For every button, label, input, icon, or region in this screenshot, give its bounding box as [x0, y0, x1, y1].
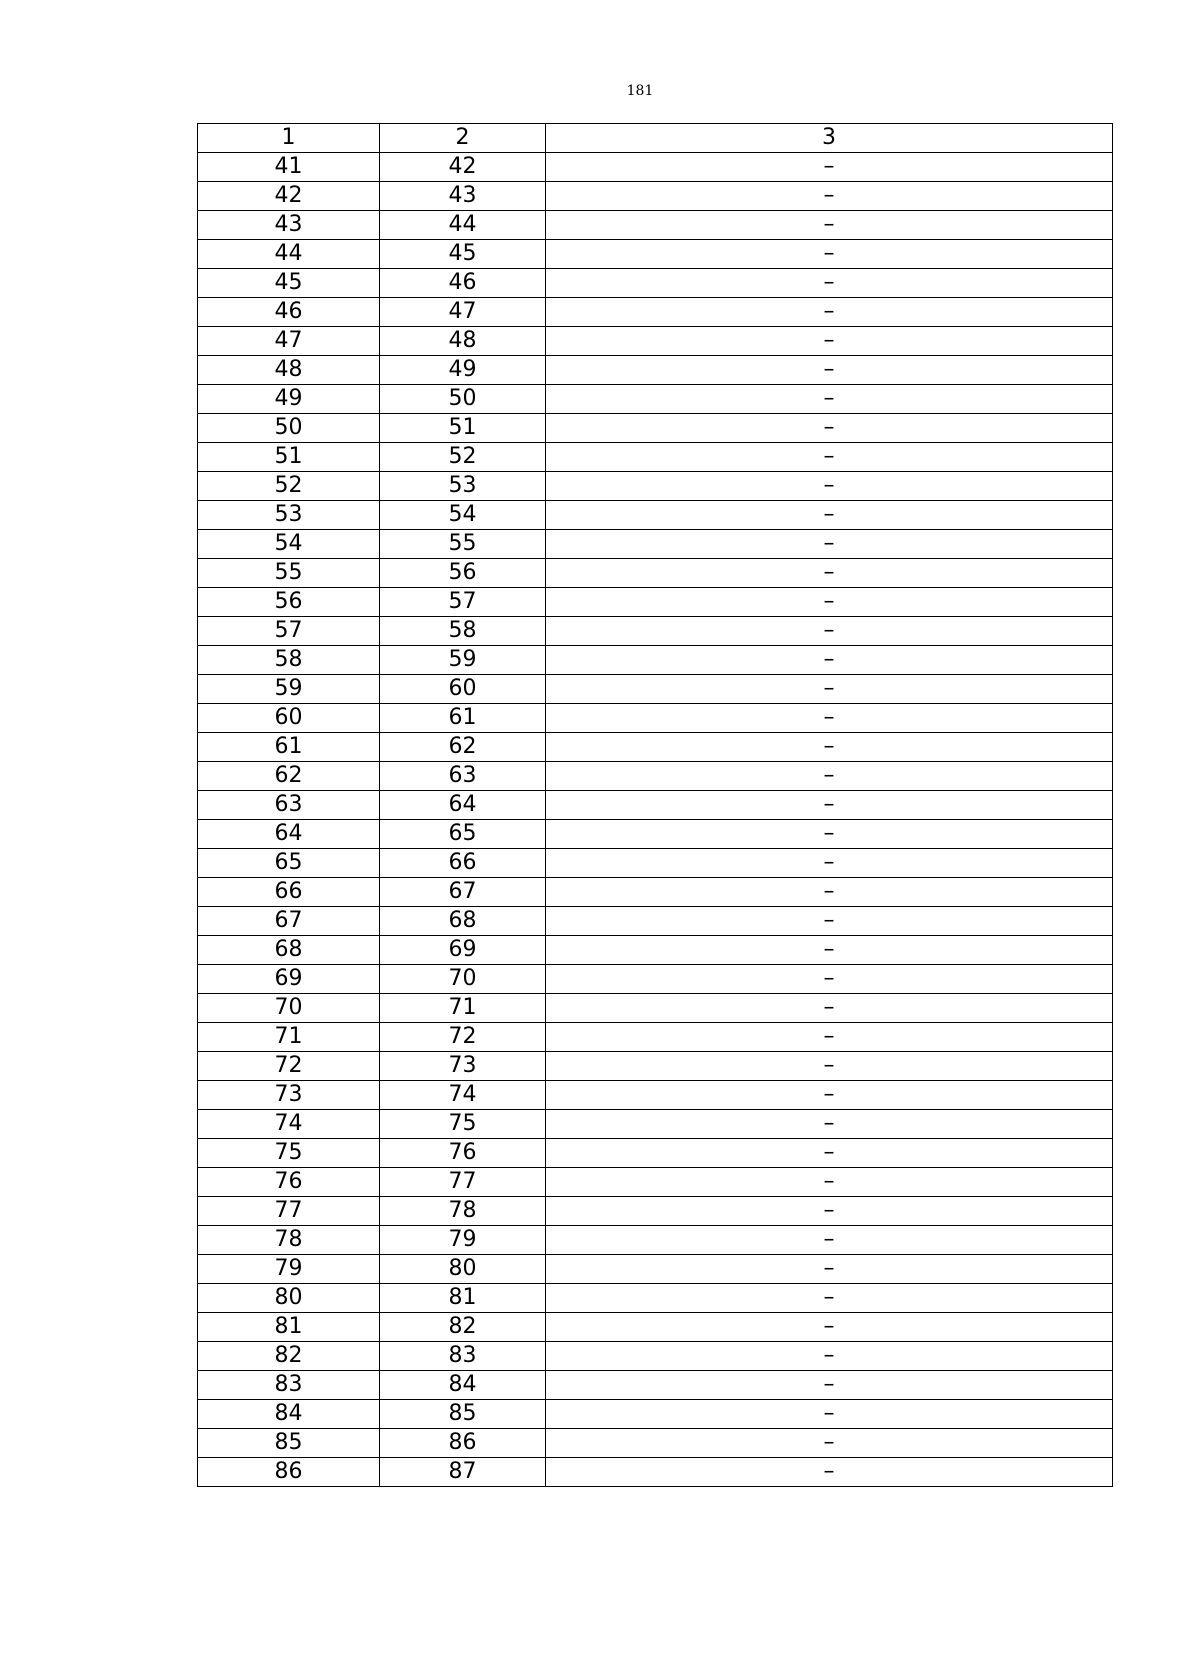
table-row: [198, 1168, 1113, 1197]
table-cell-col-3: –: [546, 791, 1113, 820]
table-row: [198, 1429, 1113, 1458]
table-row: [198, 965, 1113, 994]
table-row: [198, 153, 1113, 182]
table-cell-col-3: –: [546, 559, 1113, 588]
table-cell-col-3: –: [546, 1226, 1113, 1255]
table-row: [198, 327, 1113, 356]
table-cell-col-1: 44: [198, 240, 380, 269]
table-cell-col-2: 75: [380, 1110, 546, 1139]
table-cell-col-1: 74: [198, 1110, 380, 1139]
table-cell-col-3: –: [546, 153, 1113, 182]
table-cell-col-3: –: [546, 1139, 1113, 1168]
table-cell-col-2: 86: [380, 1429, 546, 1458]
table-cell-col-2: 57: [380, 588, 546, 617]
table-row: [198, 385, 1113, 414]
table-cell-col-3: –: [546, 588, 1113, 617]
table-row: [198, 820, 1113, 849]
table-cell-col-3: –: [546, 1284, 1113, 1313]
table-body: [198, 124, 1113, 1487]
table-cell-col-2: 42: [380, 153, 546, 182]
table-cell-col-3: –: [546, 356, 1113, 385]
table-row: [198, 1284, 1113, 1313]
table-cell-col-3: –: [546, 530, 1113, 559]
table-cell-col-1: 51: [198, 443, 380, 472]
table-row: [198, 1197, 1113, 1226]
table-cell-col-1: 58: [198, 646, 380, 675]
table-row: [198, 907, 1113, 936]
table-cell-col-3: –: [546, 1429, 1113, 1458]
table-cell-col-1: 76: [198, 1168, 380, 1197]
table-row: [198, 849, 1113, 878]
table-row: [198, 211, 1113, 240]
table-row: [198, 182, 1113, 211]
table-cell-col-2: 82: [380, 1313, 546, 1342]
table-cell-col-3: –: [546, 1052, 1113, 1081]
table-cell-col-2: 53: [380, 472, 546, 501]
table-cell-col-2: 71: [380, 994, 546, 1023]
table-cell-col-3: –: [546, 646, 1113, 675]
table-row: [198, 675, 1113, 704]
table-cell-col-3: –: [546, 878, 1113, 907]
table-cell-col-1: 86: [198, 1458, 380, 1487]
table-cell-col-3: –: [546, 182, 1113, 211]
table-cell-col-2: 72: [380, 1023, 546, 1052]
table-cell-col-2: 50: [380, 385, 546, 414]
table-cell-col-1: 67: [198, 907, 380, 936]
table-cell-col-3: –: [546, 1400, 1113, 1429]
table-cell-col-2: 73: [380, 1052, 546, 1081]
table-cell-col-3: –: [546, 1168, 1113, 1197]
table-cell-col-3: –: [546, 762, 1113, 791]
table-cell-col-3: –: [546, 501, 1113, 530]
table-cell-col-2: 69: [380, 936, 546, 965]
table-cell-col-3: –: [546, 1081, 1113, 1110]
table-cell-col-2: 46: [380, 269, 546, 298]
table-cell-col-3: –: [546, 1023, 1113, 1052]
table-cell-col-3: –: [546, 443, 1113, 472]
table-cell-col-3: –: [546, 414, 1113, 443]
table-cell-col-2: 47: [380, 298, 546, 327]
table-header-row: [198, 124, 1113, 153]
table-cell-col-1: 70: [198, 994, 380, 1023]
table-cell-col-2: 44: [380, 211, 546, 240]
table-cell-col-3: –: [546, 269, 1113, 298]
table-cell-col-2: 63: [380, 762, 546, 791]
table-cell-col-2: 65: [380, 820, 546, 849]
column-header-1: 1: [198, 124, 380, 153]
table-cell-col-3: –: [546, 965, 1113, 994]
table-cell-col-3: –: [546, 1458, 1113, 1487]
table-cell-col-1: 82: [198, 1342, 380, 1371]
table-row: [198, 791, 1113, 820]
table-row: [198, 617, 1113, 646]
table-cell-col-2: 51: [380, 414, 546, 443]
table-cell-col-2: 59: [380, 646, 546, 675]
table-cell-col-1: 47: [198, 327, 380, 356]
table-cell-col-1: 81: [198, 1313, 380, 1342]
table-cell-col-1: 69: [198, 965, 380, 994]
table-cell-col-1: 48: [198, 356, 380, 385]
table-cell-col-3: –: [546, 385, 1113, 414]
table-cell-col-3: –: [546, 1342, 1113, 1371]
table-cell-col-3: –: [546, 1197, 1113, 1226]
table-cell-col-2: 61: [380, 704, 546, 733]
table-row: [198, 936, 1113, 965]
table-cell-col-1: 42: [198, 182, 380, 211]
table-cell-col-2: 67: [380, 878, 546, 907]
table-cell-col-2: 54: [380, 501, 546, 530]
table-row: [198, 646, 1113, 675]
table-cell-col-2: 62: [380, 733, 546, 762]
table-cell-col-2: 60: [380, 675, 546, 704]
table-cell-col-2: 85: [380, 1400, 546, 1429]
table-cell-col-2: 68: [380, 907, 546, 936]
table-cell-col-3: –: [546, 849, 1113, 878]
table-cell-col-2: 87: [380, 1458, 546, 1487]
table-cell-col-3: –: [546, 240, 1113, 269]
table-cell-col-3: –: [546, 820, 1113, 849]
table-cell-col-3: –: [546, 211, 1113, 240]
table-cell-col-1: 57: [198, 617, 380, 646]
table-cell-col-3: –: [546, 1371, 1113, 1400]
table-row: [198, 1052, 1113, 1081]
table-row: [198, 1255, 1113, 1284]
table-cell-col-1: 61: [198, 733, 380, 762]
table-cell-col-3: –: [546, 472, 1113, 501]
table-cell-col-2: 77: [380, 1168, 546, 1197]
table-cell-col-1: 63: [198, 791, 380, 820]
table-cell-col-2: 55: [380, 530, 546, 559]
table-cell-col-2: 84: [380, 1371, 546, 1400]
table-cell-col-3: –: [546, 298, 1113, 327]
table-cell-col-1: 64: [198, 820, 380, 849]
table-cell-col-2: 52: [380, 443, 546, 472]
table-row: [198, 1226, 1113, 1255]
table-cell-col-1: 75: [198, 1139, 380, 1168]
table-cell-col-2: 81: [380, 1284, 546, 1313]
table-cell-col-2: 78: [380, 1197, 546, 1226]
table-row: [198, 269, 1113, 298]
table-cell-col-1: 66: [198, 878, 380, 907]
table-cell-col-1: 60: [198, 704, 380, 733]
table-cell-col-3: –: [546, 1255, 1113, 1284]
table-row: [198, 588, 1113, 617]
table-cell-col-1: 53: [198, 501, 380, 530]
table-row: [198, 1342, 1113, 1371]
table-cell-col-1: 85: [198, 1429, 380, 1458]
table-row: [198, 733, 1113, 762]
table-row: [198, 443, 1113, 472]
data-table: [197, 123, 1113, 1487]
table-cell-col-2: 74: [380, 1081, 546, 1110]
table-row: [198, 994, 1113, 1023]
table-cell-col-3: –: [546, 1313, 1113, 1342]
table-row: [198, 1400, 1113, 1429]
table-row: [198, 704, 1113, 733]
table-row: [198, 472, 1113, 501]
table-cell-col-1: 78: [198, 1226, 380, 1255]
table-cell-col-2: 64: [380, 791, 546, 820]
table-cell-col-1: 83: [198, 1371, 380, 1400]
table-cell-col-1: 59: [198, 675, 380, 704]
table-row: [198, 1371, 1113, 1400]
table-cell-col-1: 79: [198, 1255, 380, 1284]
table-cell-col-2: 66: [380, 849, 546, 878]
table-cell-col-3: –: [546, 617, 1113, 646]
table-cell-col-2: 45: [380, 240, 546, 269]
table-cell-col-2: 70: [380, 965, 546, 994]
table-cell-col-3: –: [546, 907, 1113, 936]
table-cell-col-3: –: [546, 994, 1113, 1023]
table-row: [198, 878, 1113, 907]
table-row: [198, 356, 1113, 385]
table-cell-col-2: 76: [380, 1139, 546, 1168]
table-cell-col-1: 62: [198, 762, 380, 791]
table-cell-col-3: –: [546, 327, 1113, 356]
table-row: [198, 298, 1113, 327]
table-row: [198, 1081, 1113, 1110]
table-row: [198, 1458, 1113, 1487]
table-cell-col-2: 43: [380, 182, 546, 211]
table-cell-col-1: 65: [198, 849, 380, 878]
table-row: [198, 1110, 1113, 1139]
table-cell-col-3: –: [546, 1110, 1113, 1139]
table-row: [198, 530, 1113, 559]
table-cell-col-1: 68: [198, 936, 380, 965]
column-header-3: 3: [546, 124, 1113, 153]
table-cell-col-1: 80: [198, 1284, 380, 1313]
table-cell-col-1: 71: [198, 1023, 380, 1052]
table-cell-col-1: 46: [198, 298, 380, 327]
table-cell-col-1: 73: [198, 1081, 380, 1110]
table-row: [198, 762, 1113, 791]
table-cell-col-1: 77: [198, 1197, 380, 1226]
table-cell-col-1: 41: [198, 153, 380, 182]
table-cell-col-1: 52: [198, 472, 380, 501]
table-row: [198, 1139, 1113, 1168]
table-row: [198, 559, 1113, 588]
table-cell-col-1: 56: [198, 588, 380, 617]
table-cell-col-2: 83: [380, 1342, 546, 1371]
table-cell-col-1: 50: [198, 414, 380, 443]
table-cell-col-2: 79: [380, 1226, 546, 1255]
table-cell-col-2: 48: [380, 327, 546, 356]
table-cell-col-3: –: [546, 733, 1113, 762]
table-row: [198, 1023, 1113, 1052]
table-cell-col-2: 56: [380, 559, 546, 588]
table-cell-col-1: 84: [198, 1400, 380, 1429]
column-header-2: 2: [380, 124, 546, 153]
table-cell-col-3: –: [546, 704, 1113, 733]
table-cell-col-1: 43: [198, 211, 380, 240]
table-row: [198, 414, 1113, 443]
table-cell-col-2: 58: [380, 617, 546, 646]
table-cell-col-1: 54: [198, 530, 380, 559]
table-cell-col-1: 72: [198, 1052, 380, 1081]
table-cell-col-1: 45: [198, 269, 380, 298]
table-row: [198, 1313, 1113, 1342]
table-row: [198, 501, 1113, 530]
table-cell-col-1: 55: [198, 559, 380, 588]
table-cell-col-3: –: [546, 675, 1113, 704]
table-cell-col-2: 80: [380, 1255, 546, 1284]
table-cell-col-2: 49: [380, 356, 546, 385]
table-row: [198, 240, 1113, 269]
table-cell-col-3: –: [546, 936, 1113, 965]
table-cell-col-1: 49: [198, 385, 380, 414]
page-number: 181: [626, 83, 654, 99]
